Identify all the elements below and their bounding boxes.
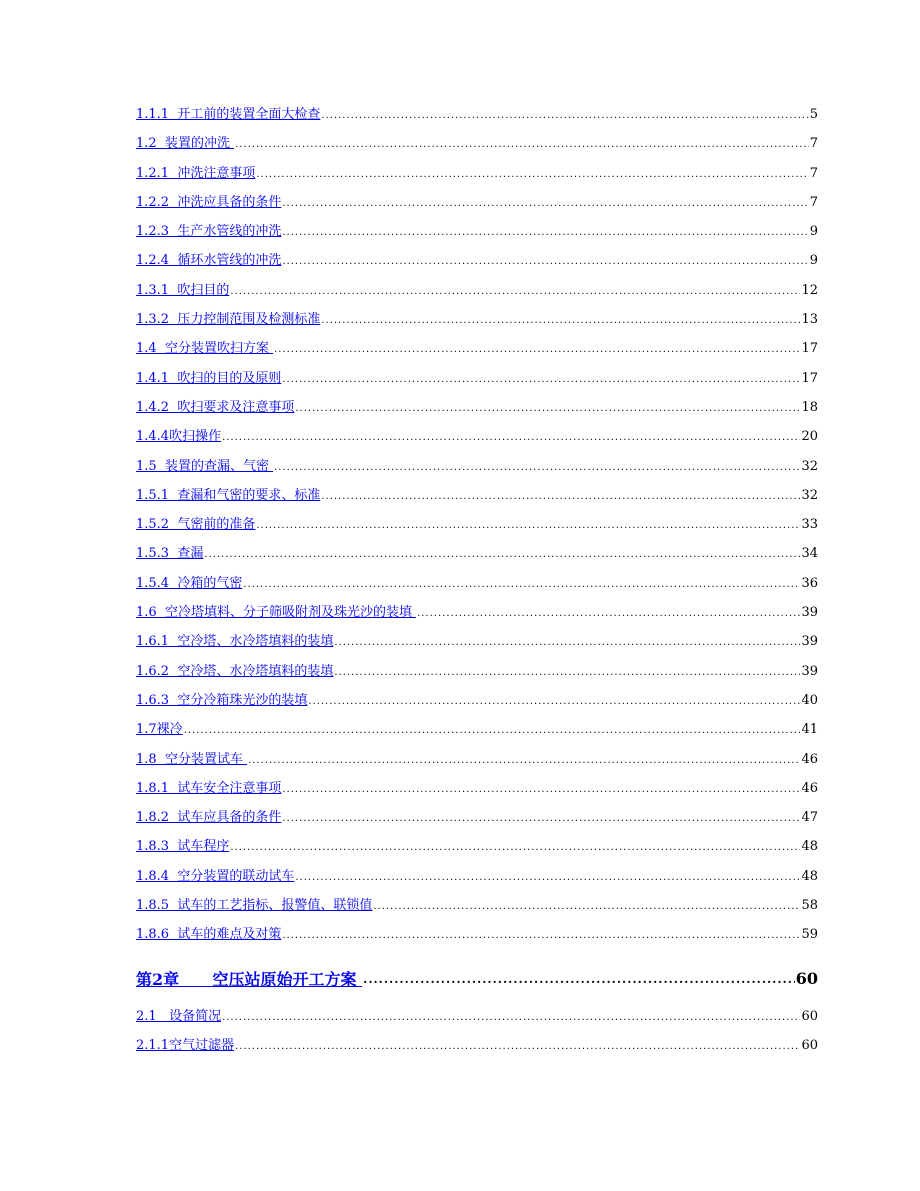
toc-entry[interactable] bbox=[136, 191, 818, 220]
toc-page-number: 59 bbox=[801, 927, 818, 943]
toc-dot-leader bbox=[204, 549, 800, 560]
toc-dot-leader bbox=[282, 227, 808, 238]
toc-entry[interactable] bbox=[136, 425, 818, 454]
toc-page-number: 39 bbox=[801, 663, 818, 679]
toc-dot-leader bbox=[363, 972, 795, 986]
table-of-contents bbox=[136, 103, 818, 1063]
toc-page-number: 40 bbox=[801, 692, 818, 708]
toc-entry[interactable] bbox=[136, 162, 818, 191]
toc-dot-leader bbox=[274, 462, 800, 473]
toc-entry[interactable] bbox=[136, 249, 818, 278]
toc-entry[interactable] bbox=[136, 865, 818, 894]
toc-entry-title[interactable]: 1.8.4 空分装置的联动试车 bbox=[136, 868, 295, 884]
toc-entry-title[interactable]: 1.4.1 吹扫的目的及原则 bbox=[136, 370, 282, 386]
toc-entry-title[interactable]: 2.1 设备简况 bbox=[136, 1008, 222, 1024]
toc-entry-title[interactable]: 1.2.4 循环水管线的冲洗 bbox=[136, 253, 282, 269]
toc-page-number: 46 bbox=[801, 751, 818, 767]
toc-dot-leader bbox=[256, 169, 808, 180]
toc-page-number: 32 bbox=[801, 487, 818, 503]
toc-entry-title[interactable]: 1.2 装置的冲洗 bbox=[136, 136, 235, 152]
toc-page-number: 47 bbox=[801, 810, 818, 826]
toc-entry-title[interactable]: 1.8.5 试车的工艺指标、报警值、联锁值 bbox=[136, 898, 373, 914]
toc-entry-title[interactable]: 1.6.3 空分冷箱珠光沙的装填 bbox=[136, 692, 308, 708]
toc-dot-leader bbox=[282, 813, 800, 824]
toc-page-number: 60 bbox=[801, 1008, 818, 1024]
toc-entry[interactable] bbox=[136, 748, 818, 777]
toc-dot-leader bbox=[235, 1041, 800, 1052]
toc-dot-leader bbox=[235, 139, 809, 150]
toc-page-number: 48 bbox=[801, 868, 818, 884]
toc-entry-title[interactable]: 第2章 空压站原始开工方案 bbox=[136, 970, 363, 990]
toc-entry[interactable] bbox=[136, 455, 818, 484]
toc-dot-leader bbox=[230, 286, 800, 297]
toc-entry[interactable] bbox=[136, 396, 818, 425]
toc-page-number: 20 bbox=[801, 429, 818, 445]
toc-dot-leader bbox=[282, 930, 800, 941]
toc-entry[interactable] bbox=[136, 220, 818, 249]
toc-entry[interactable] bbox=[136, 1034, 818, 1063]
toc-dot-leader bbox=[373, 901, 800, 912]
toc-list bbox=[136, 1005, 818, 1064]
toc-entry-title[interactable]: 1.6.1 空冷塔、水冷塔填料的装填 bbox=[136, 634, 334, 650]
toc-entry-title[interactable]: 1.8 空分装置试车 bbox=[136, 751, 248, 767]
toc-page-number: 41 bbox=[801, 722, 818, 738]
toc-entry[interactable] bbox=[136, 777, 818, 806]
toc-page-number: 39 bbox=[801, 634, 818, 650]
toc-entry-title[interactable]: 1.6 空冷塔填料、分子筛吸附剂及珠光沙的装填 bbox=[136, 605, 417, 621]
toc-entry-title[interactable]: 1.1.1 开工前的装置全面大检查 bbox=[136, 107, 321, 122]
toc-dot-leader bbox=[321, 110, 808, 121]
toc-page-number: 18 bbox=[801, 399, 818, 415]
toc-entry-title[interactable]: 1.5.3 查漏 bbox=[136, 546, 204, 562]
toc-dot-leader bbox=[256, 520, 800, 531]
toc-page-number: 12 bbox=[801, 282, 818, 298]
toc-page-number: 17 bbox=[801, 341, 818, 357]
toc-entry[interactable] bbox=[136, 1005, 818, 1034]
toc-page-number: 7 bbox=[809, 194, 818, 210]
toc-page-number: 7 bbox=[809, 136, 818, 152]
toc-entry-title[interactable]: 1.5.2 气密前的准备 bbox=[136, 517, 256, 533]
toc-entry-title[interactable]: 1.2.1 冲洗注意事项 bbox=[136, 165, 256, 181]
toc-entry[interactable] bbox=[136, 132, 818, 161]
toc-entry[interactable] bbox=[136, 806, 818, 835]
toc-page-number: 39 bbox=[801, 605, 818, 621]
toc-entry[interactable] bbox=[136, 513, 818, 542]
toc-entry[interactable] bbox=[136, 308, 818, 337]
toc-entry-title[interactable]: 1.3.2 压力控制范围及检测标准 bbox=[136, 312, 321, 328]
toc-dot-leader bbox=[248, 755, 800, 766]
toc-entry-title[interactable]: 1.5.1 查漏和气密的要求、标准 bbox=[136, 487, 321, 503]
toc-dot-leader bbox=[308, 696, 800, 707]
toc-entry[interactable] bbox=[136, 484, 818, 513]
toc-dot-leader bbox=[295, 403, 800, 414]
toc-dot-leader bbox=[274, 344, 800, 355]
toc-entry-title[interactable]: 1.4 空分装置吹扫方案 bbox=[136, 341, 274, 357]
toc-dot-leader bbox=[184, 725, 801, 736]
toc-dot-leader bbox=[282, 374, 800, 385]
toc-dot-leader bbox=[295, 872, 800, 883]
toc-entry[interactable] bbox=[136, 279, 818, 308]
toc-list bbox=[136, 103, 818, 953]
toc-entry[interactable] bbox=[136, 103, 818, 132]
toc-page-number: 13 bbox=[801, 312, 818, 328]
toc-entry[interactable] bbox=[136, 367, 818, 396]
toc-dot-leader bbox=[321, 491, 800, 502]
toc-entry[interactable] bbox=[136, 337, 818, 366]
toc-entry[interactable] bbox=[136, 923, 818, 952]
toc-entry[interactable] bbox=[136, 572, 818, 601]
toc-entry-title[interactable]: 1.5.4 冷箱的气密 bbox=[136, 575, 243, 591]
toc-entry-title[interactable]: 1.8.2 试车应具备的条件 bbox=[136, 810, 282, 826]
toc-dot-leader bbox=[222, 1012, 800, 1023]
toc-entry-title[interactable]: 1.3.1 吹扫目的 bbox=[136, 282, 230, 298]
toc-entry-title[interactable]: 1.7裸冷 bbox=[136, 722, 183, 738]
toc-entry[interactable] bbox=[136, 542, 818, 571]
toc-entry-title[interactable]: 1.8.6 试车的难点及对策 bbox=[136, 927, 282, 943]
toc-page-number: 17 bbox=[801, 370, 818, 386]
toc-entry[interactable] bbox=[136, 689, 818, 718]
toc-dot-leader bbox=[334, 637, 800, 648]
toc-entry[interactable] bbox=[136, 630, 818, 659]
toc-dot-leader bbox=[222, 432, 800, 443]
toc-page-number: 33 bbox=[801, 517, 818, 533]
toc-page-number: 48 bbox=[801, 839, 818, 855]
toc-dot-leader bbox=[230, 842, 800, 853]
toc-page-number: 32 bbox=[801, 458, 818, 474]
toc-dot-leader bbox=[282, 256, 808, 267]
toc-page-number: 46 bbox=[801, 780, 818, 796]
toc-page-number: 9 bbox=[809, 253, 818, 269]
toc-entry[interactable] bbox=[136, 718, 818, 747]
toc-entry-title[interactable]: 2.1.1空气过滤器 bbox=[136, 1037, 235, 1053]
toc-page-number: 60 bbox=[801, 1037, 818, 1053]
toc-page-number: 9 bbox=[809, 224, 818, 240]
toc-entry-title[interactable]: 1.6.2 空冷塔、水冷塔填料的装填 bbox=[136, 663, 334, 679]
toc-entry-title[interactable]: 1.2.2 冲洗应具备的条件 bbox=[136, 194, 282, 210]
toc-entry-title[interactable]: 1.5 装置的查漏、气密 bbox=[136, 458, 274, 474]
toc-dot-leader bbox=[417, 608, 800, 619]
toc-dot-leader bbox=[282, 784, 800, 795]
toc-page-number: 34 bbox=[801, 546, 818, 562]
toc-page-number: 5 bbox=[809, 107, 818, 122]
toc-page-number: 58 bbox=[801, 898, 818, 914]
toc-entry-title[interactable]: 1.8.1 试车安全注意事项 bbox=[136, 780, 282, 796]
toc-entry[interactable] bbox=[136, 835, 818, 864]
toc-dot-leader bbox=[334, 667, 800, 678]
toc-dot-leader bbox=[282, 198, 808, 209]
toc-dot-leader bbox=[321, 315, 800, 326]
toc-entry-title[interactable]: 1.2.3 生产水管线的冲洗 bbox=[136, 224, 282, 240]
toc-entry-title[interactable]: 1.4.4吹扫操作 bbox=[136, 429, 222, 445]
toc-entry[interactable] bbox=[136, 601, 818, 630]
toc-page-number: 7 bbox=[809, 165, 818, 181]
toc-entry[interactable] bbox=[136, 894, 818, 923]
toc-entry-title[interactable]: 1.8.3 试车程序 bbox=[136, 839, 230, 855]
toc-dot-leader bbox=[243, 579, 800, 590]
toc-page-number: 60 bbox=[795, 969, 818, 989]
toc-entry-title[interactable]: 1.4.2 吹扫要求及注意事项 bbox=[136, 399, 295, 415]
toc-chapter-entry[interactable] bbox=[136, 953, 818, 1005]
toc-entry[interactable] bbox=[136, 660, 818, 689]
toc-page-number: 36 bbox=[801, 575, 818, 591]
